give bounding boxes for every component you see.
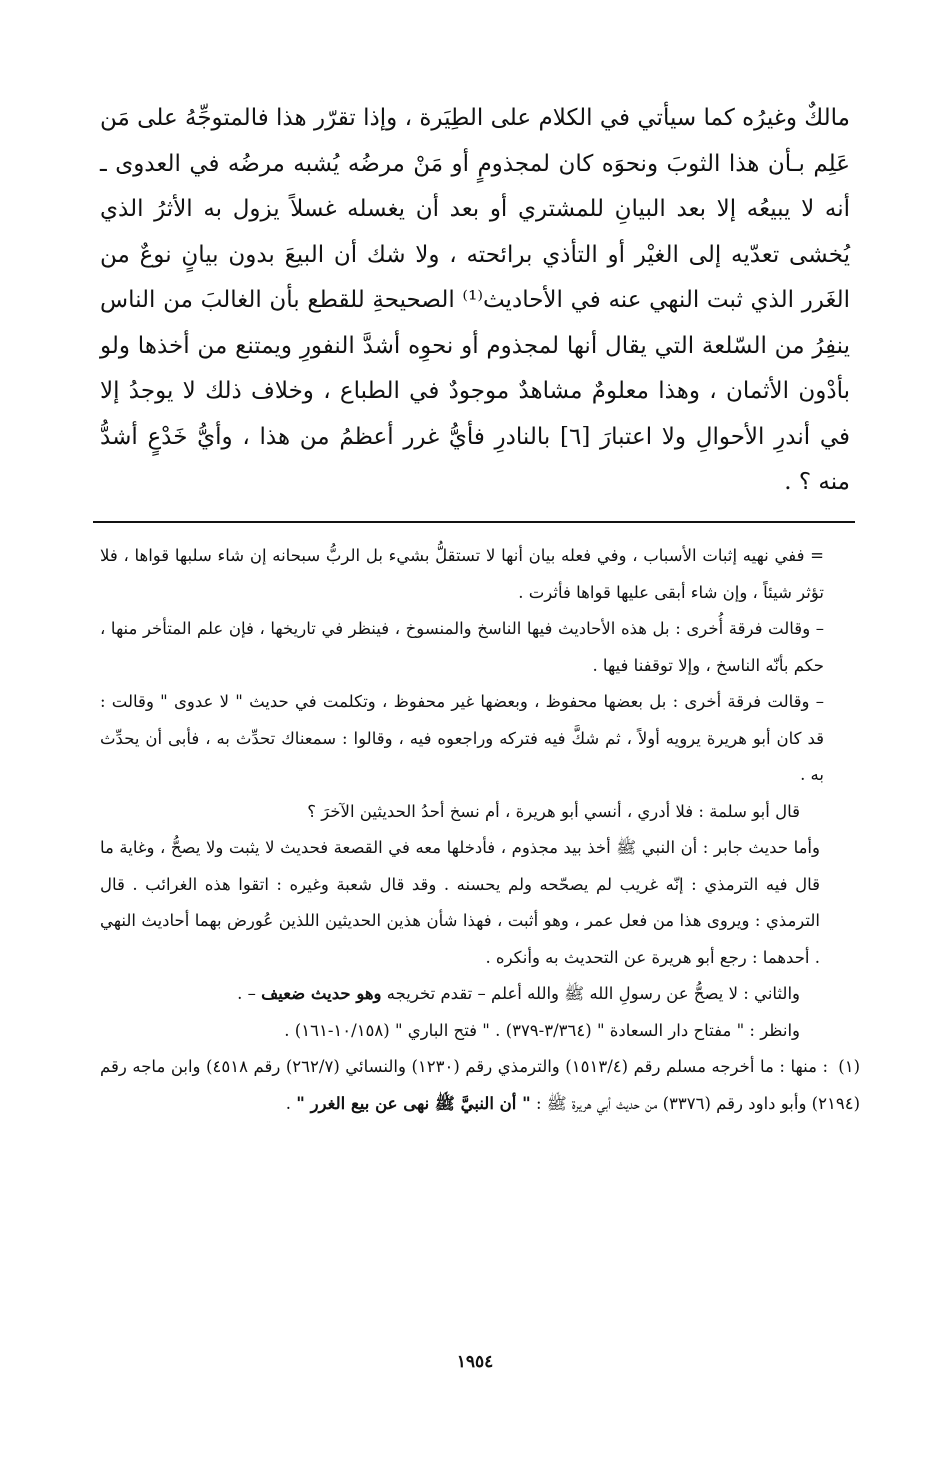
- main-paragraph: مالكٌ وغيرُه كما سيأتي في الكلام على الطِيَرة ، وإذا تقرّر هذا فالمتوجِّهُ على مَن عَلِم بـأن هذا الثوبَ ونحوَه كان لمجذومٍ أو مَنْ مرضُه يُشبه مرضُه في العدوى ـ أنه لا يبيعُه إلا بعد البيانِ للمشتري أو بعد أن يغسله غسلاً يزول به الأثرُ الذي يُخشى تعدّيه إلى الغيْر أو التأذي برائحته ، ولا شك أن البيعَ بدون بيانٍ نوعٌ من الغَرر الذي ثبت النهي عنه في الأحاديث⁽¹⁾ الصحيحةِ للقطع بأن الغالبَ من الناس ينفِرُ من السّلعة التي يقال أنها لمجذوم أو نحوِه أشدَّ النفورِ ويمتنع من أخذها ولو بأدْون الأثمان ، وهذا معلومٌ مشاهدٌ موجودٌ في الطباع ، وخلاف ذلك لا يوجدُ إلا في أندرِ الأحوالِ ولا اعتبارَ [٦] بالنادرِ فأيُّ غرر أعظمُ من هذا ، وأيُّ خَدْعٍ أشدُّ منه ؟ .: [100, 105, 850, 495]
- footnote-continuation-6: [100, 976, 860, 1013]
- footnotes-section: [100, 538, 860, 1122]
- footnote-divider: [93, 521, 855, 523]
- footnote-continuation-4: قال أبو سلمة : فلا أدري ، أنسي أبو هريرة ، أم نسخ أحدُ الحديثين الآخرَ ؟: [307, 801, 800, 821]
- footnote-6-end: – .: [237, 984, 262, 1003]
- footnote-continuation-5: وأما حديث جابر : أن النبي ﷺ أخذ بيد مجذوم ، فأدخلها معه في القصعة فحديث لا يثبت ولا يصحُّ ، وغاية ما قال فيه الترمذي : إنّه غريب لم يصحّحه ولم يحسنه . وقد قال شعبة وغيره : اتقوا هذه الغرائب . قال الترمذي : ويروى هذا من فعل عمر ، وهو أثبت ، فهذا شأن هذين الحديثين اللذين عُورض بهما أحاديث النهي . أحدهما : رجع أبو هريرة عن التحديث به وأنكره .: [100, 838, 820, 967]
- footnote-continuation-1: = ففي نهيه إثبات الأسباب ، وفي فعله بيان أنها لا تستقلُّ بشيء بل الربُّ سبحانه إن شاء سلبها قواها ، فلا تؤثر شيئاً ، وإن شاء أبقى عليها قواها فأثرت .: [100, 546, 824, 602]
- footnote-1-end: .: [285, 1093, 297, 1113]
- page-number: ١٩٥٤: [456, 1352, 494, 1372]
- footnote-continuation-3: – وقالت فرقة أخرى : بل بعضها محفوظ ، وبعضها غير محفوظ ، وتكلمت في حديث " لا عدوى " وقالت : قد كان أبو هريرة يرويه أولاً ، ثم شكَّ فيه فتركه وراجعوه فيه ، وقالوا : سمعناك تحدِّث به ، فأبى أن يحدِّث به .: [100, 692, 824, 784]
- footnote-6-start: والثاني : لا يصحُّ عن رسولِ الله ﷺ والله أعلم – تقدم تخريجه: [381, 984, 800, 1003]
- footnote-continuation-7: وانظر : " مفتاح دار السعادة " (٣/٣٦٤-٣٧٩) . " فتح الباري " (١٠/١٥٨-١٦١) .: [284, 1020, 800, 1040]
- footnote-continuation-2: – وقالت فرقة أُخرى : بل هذه الأحاديث فيها الناسخ والمنسوخ ، فينظر في تاريخها ، فإن علم المتأخر منها ، حكم بأنّه الناسخ ، وإلا توقفنا فيها .: [100, 619, 824, 675]
- footnote-6-bold: وهو حديث ضعيف: [261, 984, 382, 1003]
- footnote-1: [100, 1049, 860, 1122]
- main-body-text: [100, 96, 850, 506]
- footnote-1-label: (١): [838, 1057, 861, 1076]
- footnote-1-quote: " أن النبيَّ ﷺ نهى عن بيع الغرر ": [296, 1093, 531, 1113]
- footnote-1-text: : منها : ما أخرجه مسلم رقم (١٥١٣/٤) والترمذي رقم (١٢٣٠) والنسائي (٢٦٢/٧) رقم ٤٥١٨) وابن ماجه رقم (٢١٩٤) وأبو داود رقم (٣٣٧٦) من حديث أبي هريرة ﷺ :: [100, 1057, 860, 1113]
